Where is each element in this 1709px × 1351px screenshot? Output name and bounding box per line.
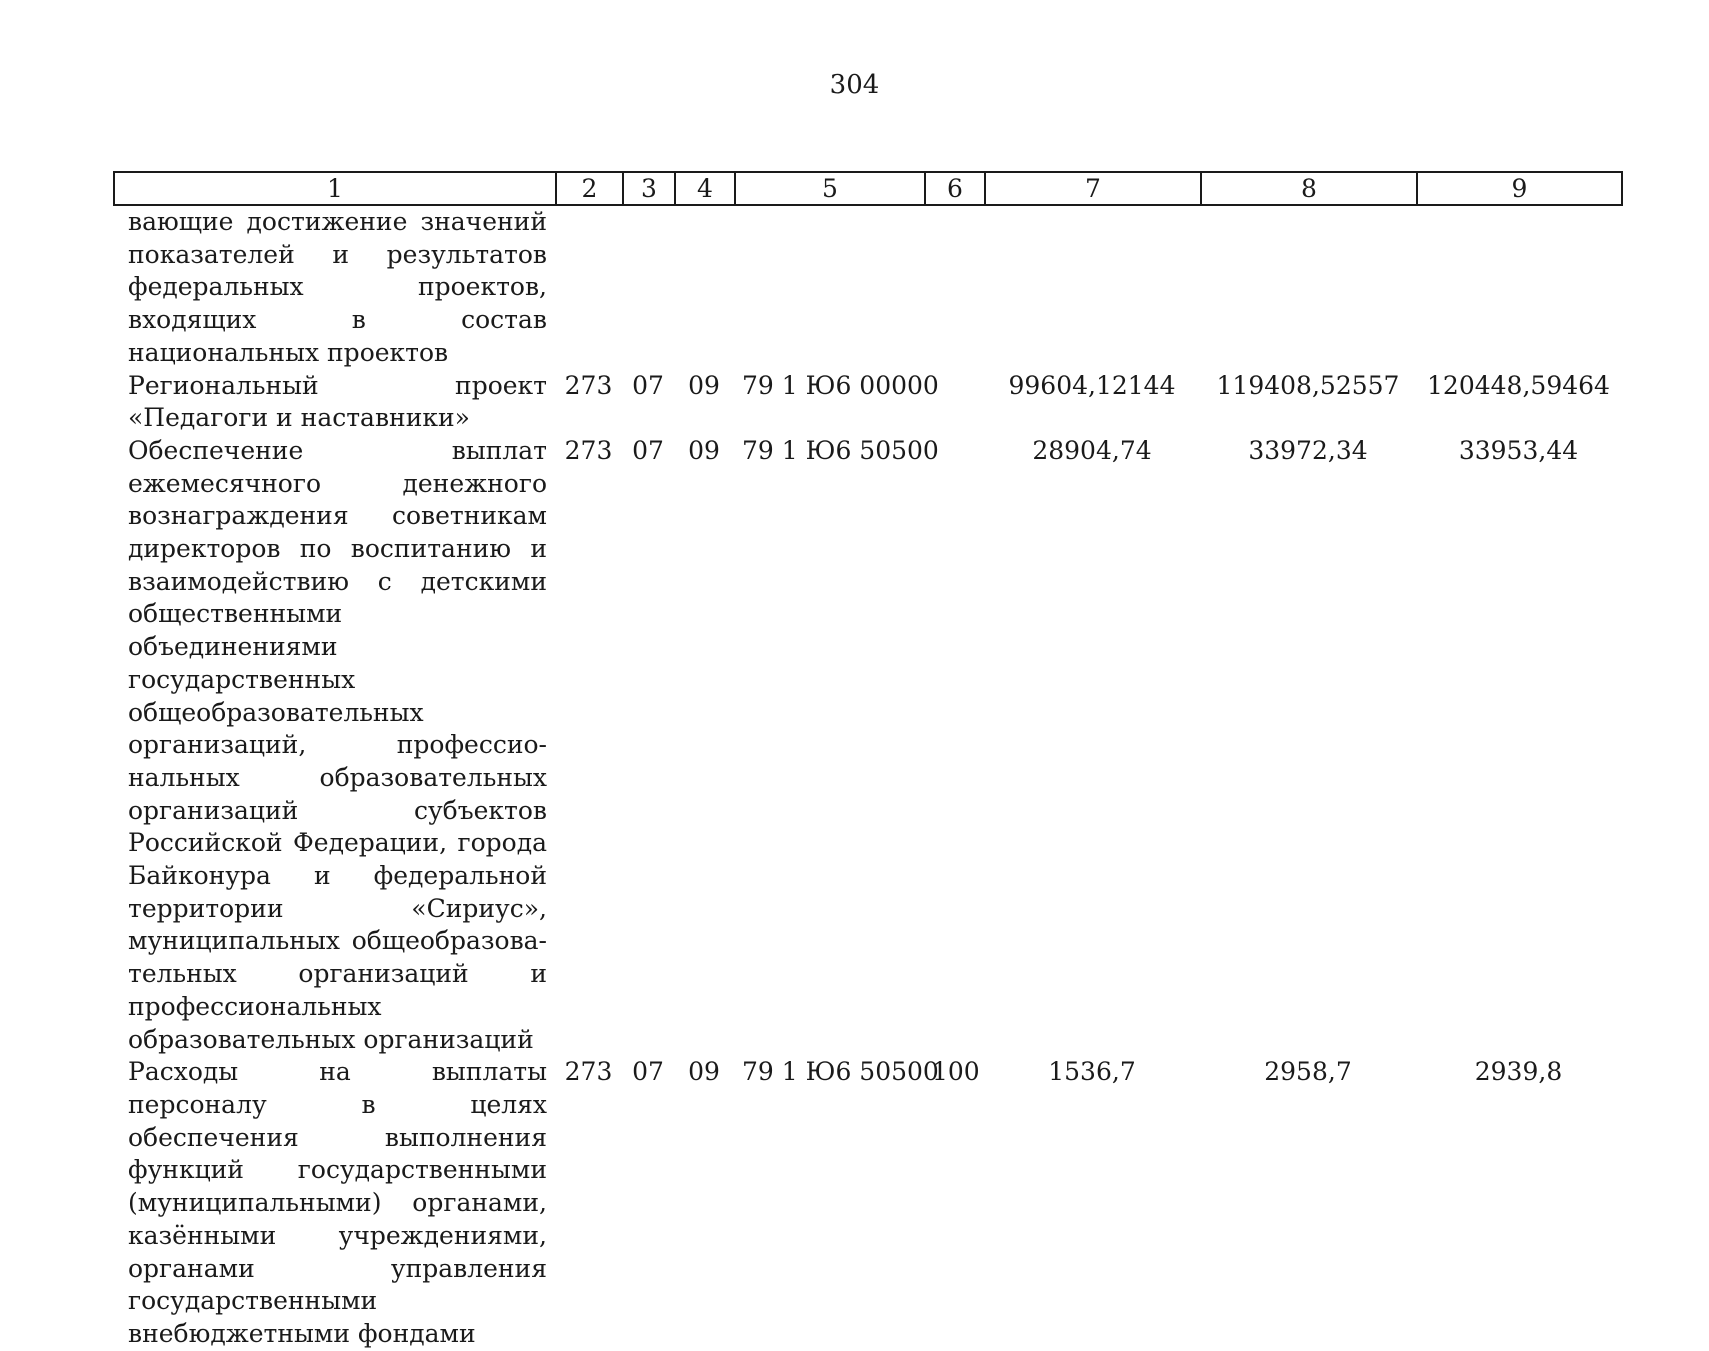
row-amount-year-1: 28904,74	[1032, 435, 1152, 465]
row-name: вающие достижение значений показателей и результатов федеральных проектов, входящих в состав национальных проектов	[128, 207, 547, 367]
row-subsection: 09	[688, 435, 720, 465]
row-subsection: 09	[688, 1057, 720, 1087]
row-grbs: 273	[564, 370, 613, 400]
table-row	[113, 1056, 1621, 1350]
header-col-7: 7	[985, 172, 1201, 205]
header-col-5: 5	[735, 172, 925, 205]
row-grbs	[555, 206, 622, 370]
page-number: 304	[829, 70, 880, 100]
table-row	[113, 206, 1621, 370]
row-grbs: 273	[564, 1057, 613, 1087]
row-target-article: 79 1 Ю6 50500	[742, 435, 939, 465]
row-amount-year-1: 99604,12144	[1008, 370, 1176, 400]
row-subsection	[674, 206, 734, 370]
row-target-article: 79 1 Ю6 00000	[742, 370, 939, 400]
table-row	[113, 435, 1621, 1056]
header-col-3: 3	[623, 172, 675, 205]
column-number-header	[113, 171, 1623, 206]
row-amount-year-2: 119408,52557	[1216, 370, 1400, 400]
row-amount-year-2: 2958,7	[1264, 1057, 1352, 1087]
table-row	[113, 370, 1621, 435]
row-amount-year-3: 120448,59464	[1427, 370, 1610, 400]
header-col-6: 6	[925, 172, 985, 205]
budget-table	[113, 206, 1621, 1351]
row-expense-type: 100	[932, 1057, 980, 1087]
row-amount-year-3	[1416, 206, 1621, 370]
row-expense-type	[924, 435, 984, 1056]
row-amount-year-2: 33972,34	[1248, 435, 1368, 465]
row-section	[622, 206, 674, 370]
row-amount-year-3: 33953,44	[1458, 435, 1579, 465]
header-col-4: 4	[675, 172, 735, 205]
row-amount-year-1: 1536,7	[1048, 1057, 1136, 1087]
row-section: 07	[632, 1057, 664, 1087]
row-amount-year-1	[984, 206, 1200, 370]
header-col-8: 8	[1201, 172, 1417, 205]
header-col-9: 9	[1417, 172, 1622, 205]
row-expense-type	[924, 206, 984, 370]
header-col-1: 1	[114, 172, 556, 205]
row-section: 07	[632, 435, 664, 465]
row-name: Расходы на выплаты персоналу в целях обеспечения выполнения функций государственными (муниципальными) органами, казёнными учреждениями, органами управления государственными внебюджетными фондами	[128, 1057, 547, 1348]
row-name: Обеспечение выплат ежемесячного денежного вознаграждения советникам директоров по воспитанию и взаимодействию с детскими общественными объединениями государственных общеобразовательных организаций, профессиональных образовательных организаций субъектов Российской Федерации, города Байконура и федеральной территории «Сириус», муниципальных общеобразовательных организаций и профессиональных образовательных организаций	[128, 435, 547, 1054]
row-subsection: 09	[688, 370, 720, 400]
row-name: Региональный проект «Педагоги и наставники»	[128, 370, 547, 433]
row-amount-year-2	[1200, 206, 1416, 370]
header-col-2: 2	[556, 172, 623, 205]
row-section: 07	[632, 370, 664, 400]
row-amount-year-3: 2939,8	[1474, 1057, 1563, 1087]
row-target-article: 79 1 Ю6 50500	[742, 1057, 939, 1087]
row-grbs: 273	[564, 435, 613, 465]
row-target-article	[734, 206, 924, 370]
